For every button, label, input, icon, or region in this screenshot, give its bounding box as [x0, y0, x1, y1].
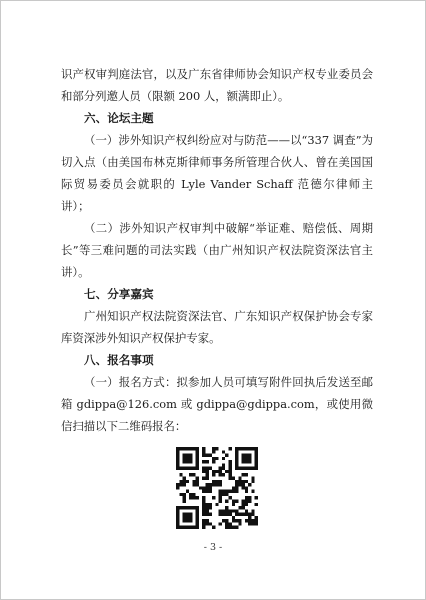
qr-code-icon[interactable]: [176, 447, 258, 529]
section-heading-8: 八、报名事项: [84, 353, 154, 367]
section-heading-6: 六、论坛主题: [84, 111, 154, 125]
qr-code-container: [61, 447, 373, 529]
document-body: [61, 63, 373, 529]
registration-paragraph: （一）报名方式：拟参加人员可填写附件回执后发送至邮箱 gdippa@126.com 或 gdippa@gdippa.com，或使用微信扫描以下二维码报名：: [61, 375, 373, 433]
topic-2-paragraph: （二）涉外知识产权审判中破解“举证难、赔偿低、周期长”等三难问题的司法实践（由广州知识产权法院资深法官主讲）。: [61, 221, 373, 279]
topic-1-paragraph: （一）涉外知识产权纠纷应对与防范——以“337 调查”为切入点（由美国布林克斯律师事务所管理合伙人、曾在美国国际贸易委员会就职的 Lyle Vander Schaff 范德尔律师主讲）；: [61, 133, 373, 213]
guests-paragraph: 广州知识产权法院资深法官、广东知识产权保护协会专家库资深涉外知识产权保护专家。: [61, 309, 373, 345]
page-number: - 3 -: [203, 542, 223, 553]
section-heading-7: 七、分享嘉宾: [84, 287, 154, 301]
intro-paragraph: 识产权审判庭法官，以及广东省律师协会知识产权专业委员会和部分列邀人员（限额 200 人，额满即止）。: [61, 67, 373, 103]
